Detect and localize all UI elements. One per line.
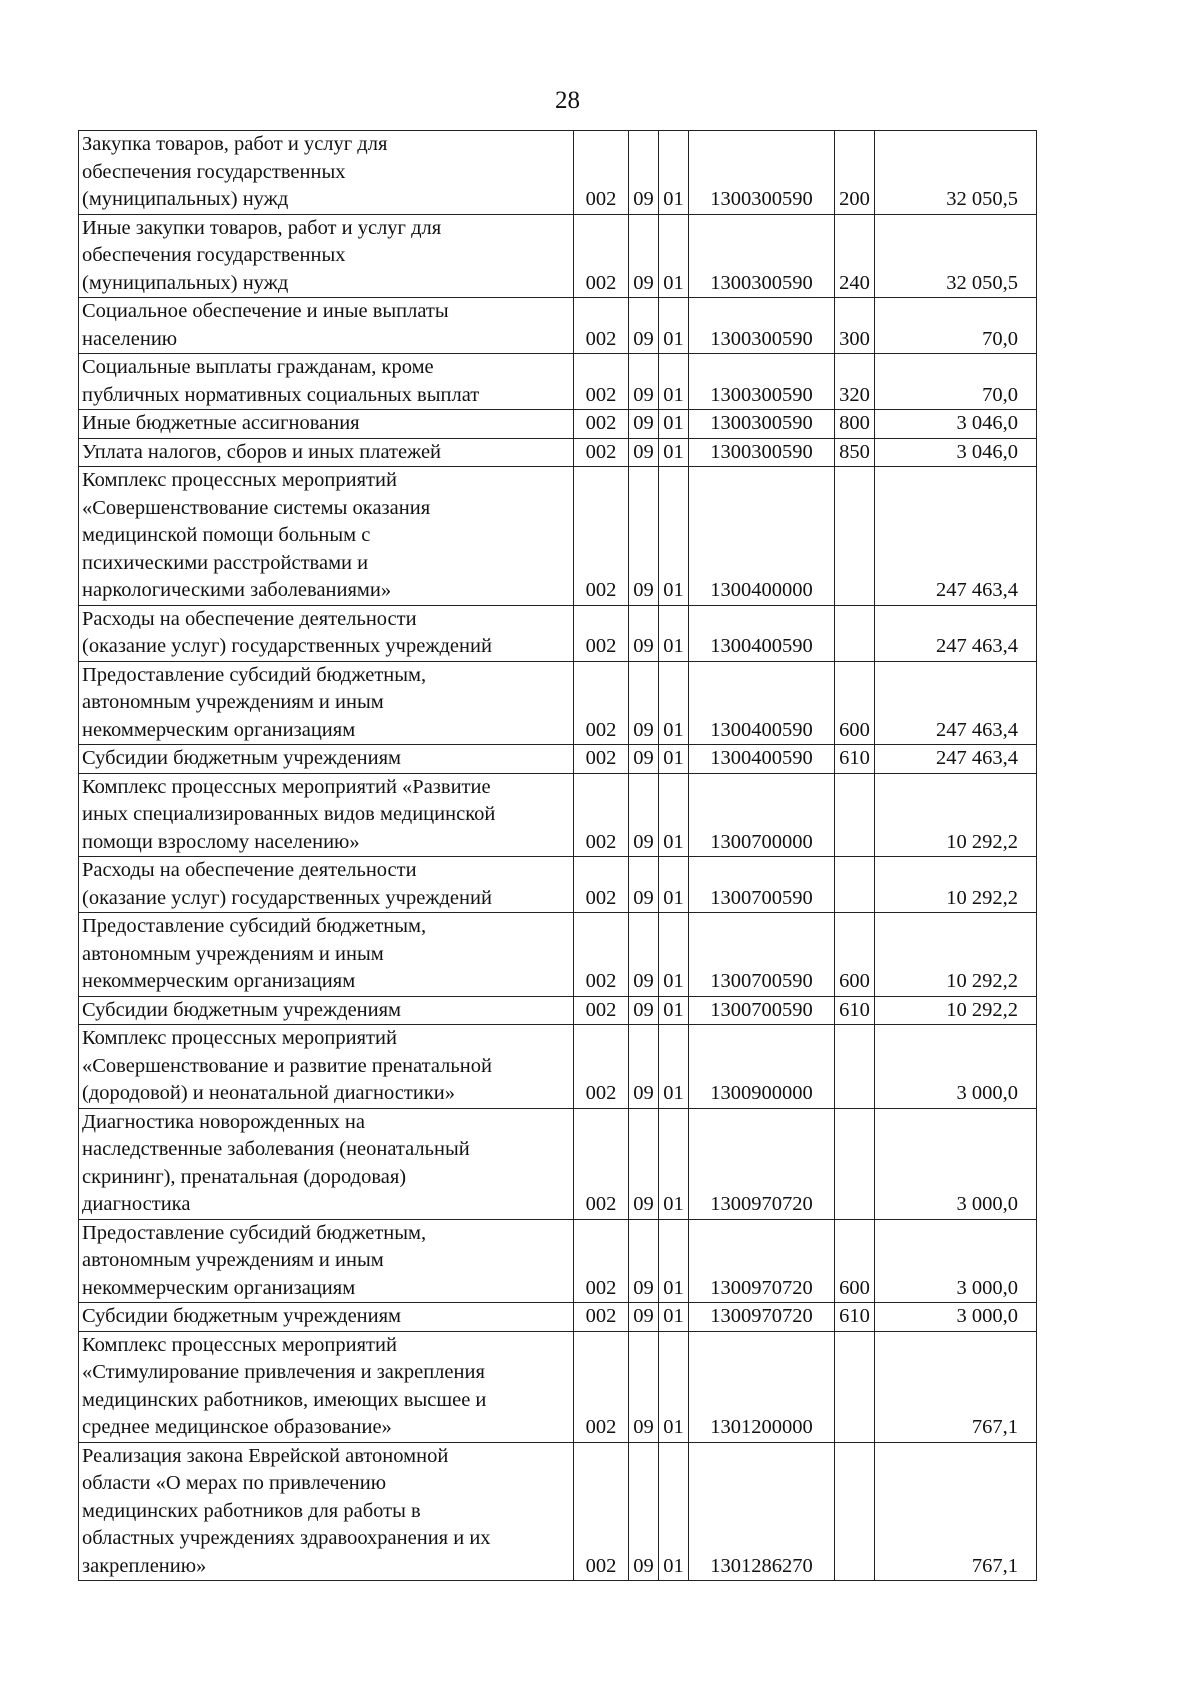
cell-csr: 1300300590 <box>689 214 835 298</box>
cell-ved: 002 <box>574 438 629 467</box>
cell-sum: 70,0 <box>875 354 1037 410</box>
table-row <box>79 467 1037 606</box>
cell-pr: 01 <box>659 131 689 215</box>
cell-ved: 002 <box>574 857 629 913</box>
cell-vr: 600 <box>835 1219 875 1303</box>
cell-name: Расходы на обеспечение деятельности (оказание услуг) государственных учреждений <box>79 605 574 661</box>
cell-vr: 300 <box>835 298 875 354</box>
cell-sum: 247 463,4 <box>875 467 1037 606</box>
cell-pr: 01 <box>659 605 689 661</box>
cell-ved: 002 <box>574 773 629 857</box>
cell-vr <box>835 773 875 857</box>
cell-csr: 1300970720 <box>689 1108 835 1219</box>
table-row <box>79 661 1037 745</box>
table-row <box>79 214 1037 298</box>
cell-ved: 002 <box>574 1442 629 1581</box>
cell-csr: 1300300590 <box>689 438 835 467</box>
cell-csr: 1301200000 <box>689 1331 835 1442</box>
cell-vr <box>835 1331 875 1442</box>
cell-name: Комплекс процессных мероприятий «Стимулирование привлечения и закрепления медицинских работников, имеющих высшее и среднее медицинское образование» <box>79 1331 574 1442</box>
cell-name: Субсидии бюджетным учреждениям <box>79 1303 574 1332</box>
table-row <box>79 996 1037 1025</box>
cell-csr: 1300300590 <box>689 131 835 215</box>
table-row <box>79 1442 1037 1581</box>
cell-sum: 767,1 <box>875 1331 1037 1442</box>
cell-csr: 1300900000 <box>689 1025 835 1109</box>
cell-vr: 600 <box>835 661 875 745</box>
cell-name: Субсидии бюджетным учреждениям <box>79 745 574 774</box>
cell-vr: 850 <box>835 438 875 467</box>
cell-pr: 01 <box>659 298 689 354</box>
cell-pr: 01 <box>659 1025 689 1109</box>
cell-pr: 01 <box>659 661 689 745</box>
cell-csr: 1300400590 <box>689 605 835 661</box>
table-row <box>79 1108 1037 1219</box>
cell-csr: 1301286270 <box>689 1442 835 1581</box>
cell-csr: 1300400000 <box>689 467 835 606</box>
cell-vr <box>835 467 875 606</box>
cell-rz: 09 <box>629 1331 659 1442</box>
cell-sum: 767,1 <box>875 1442 1037 1581</box>
cell-rz: 09 <box>629 1219 659 1303</box>
cell-rz: 09 <box>629 913 659 997</box>
cell-vr: 800 <box>835 410 875 439</box>
table-row <box>79 1331 1037 1442</box>
cell-pr: 01 <box>659 1108 689 1219</box>
table-row <box>79 857 1037 913</box>
cell-pr: 01 <box>659 1219 689 1303</box>
cell-rz: 09 <box>629 354 659 410</box>
cell-ved: 002 <box>574 661 629 745</box>
cell-pr: 01 <box>659 1303 689 1332</box>
cell-sum: 10 292,2 <box>875 857 1037 913</box>
cell-ved: 002 <box>574 996 629 1025</box>
cell-sum: 3 046,0 <box>875 438 1037 467</box>
cell-sum: 32 050,5 <box>875 214 1037 298</box>
cell-csr: 1300300590 <box>689 298 835 354</box>
table-body <box>79 131 1037 1581</box>
cell-ved: 002 <box>574 1303 629 1332</box>
cell-rz: 09 <box>629 773 659 857</box>
cell-rz: 09 <box>629 410 659 439</box>
cell-sum: 3 000,0 <box>875 1108 1037 1219</box>
cell-sum: 247 463,4 <box>875 745 1037 774</box>
cell-pr: 01 <box>659 857 689 913</box>
cell-pr: 01 <box>659 214 689 298</box>
cell-name: Диагностика новорожденных на наследственные заболевания (неонатальный скрининг), пренатальная (дородовая) диагностика <box>79 1108 574 1219</box>
cell-name: Комплекс процессных мероприятий «Совершенствование и развитие пренатальной (дородовой) и неонатальной диагностики» <box>79 1025 574 1109</box>
cell-vr <box>835 1108 875 1219</box>
table-row <box>79 1303 1037 1332</box>
cell-rz: 09 <box>629 1108 659 1219</box>
cell-rz: 09 <box>629 298 659 354</box>
cell-sum: 10 292,2 <box>875 773 1037 857</box>
cell-rz: 09 <box>629 214 659 298</box>
cell-name: Предоставление субсидий бюджетным, автономным учреждениям и иным некоммерческим организациям <box>79 1219 574 1303</box>
cell-ved: 002 <box>574 354 629 410</box>
cell-ved: 002 <box>574 214 629 298</box>
cell-pr: 01 <box>659 354 689 410</box>
cell-csr: 1300300590 <box>689 410 835 439</box>
cell-csr: 1300700000 <box>689 773 835 857</box>
cell-ved: 002 <box>574 410 629 439</box>
cell-pr: 01 <box>659 773 689 857</box>
table-row <box>79 913 1037 997</box>
cell-rz: 09 <box>629 1442 659 1581</box>
cell-ved: 002 <box>574 913 629 997</box>
cell-pr: 01 <box>659 410 689 439</box>
cell-name: Расходы на обеспечение деятельности (оказание услуг) государственных учреждений <box>79 857 574 913</box>
cell-vr <box>835 1025 875 1109</box>
cell-rz: 09 <box>629 745 659 774</box>
cell-name: Предоставление субсидий бюджетным, автономным учреждениям и иным некоммерческим организациям <box>79 913 574 997</box>
cell-vr: 610 <box>835 1303 875 1332</box>
table-row <box>79 605 1037 661</box>
cell-pr: 01 <box>659 996 689 1025</box>
table-row <box>79 773 1037 857</box>
cell-rz: 09 <box>629 1025 659 1109</box>
cell-rz: 09 <box>629 467 659 606</box>
budget-table <box>78 130 1037 1581</box>
cell-ved: 002 <box>574 1331 629 1442</box>
cell-pr: 01 <box>659 1331 689 1442</box>
cell-vr: 610 <box>835 745 875 774</box>
cell-sum: 3 000,0 <box>875 1219 1037 1303</box>
table-row <box>79 1219 1037 1303</box>
cell-vr <box>835 857 875 913</box>
cell-csr: 1300700590 <box>689 996 835 1025</box>
cell-sum: 3 000,0 <box>875 1025 1037 1109</box>
cell-rz: 09 <box>629 1303 659 1332</box>
cell-csr: 1300970720 <box>689 1219 835 1303</box>
cell-ved: 002 <box>574 1108 629 1219</box>
cell-pr: 01 <box>659 1442 689 1581</box>
cell-vr <box>835 1442 875 1581</box>
cell-name: Предоставление субсидий бюджетным, автономным учреждениям и иным некоммерческим организациям <box>79 661 574 745</box>
cell-vr: 200 <box>835 131 875 215</box>
table-row <box>79 745 1037 774</box>
cell-name: Комплекс процессных мероприятий «Развитие иных специализированных видов медицинской помощи взрослому населению» <box>79 773 574 857</box>
cell-name: Социальное обеспечение и иные выплаты населению <box>79 298 574 354</box>
cell-pr: 01 <box>659 745 689 774</box>
cell-pr: 01 <box>659 438 689 467</box>
cell-sum: 10 292,2 <box>875 913 1037 997</box>
cell-name: Уплата налогов, сборов и иных платежей <box>79 438 574 467</box>
cell-vr: 320 <box>835 354 875 410</box>
cell-name: Социальные выплаты гражданам, кроме публичных нормативных социальных выплат <box>79 354 574 410</box>
cell-sum: 247 463,4 <box>875 661 1037 745</box>
cell-name: Субсидии бюджетным учреждениям <box>79 996 574 1025</box>
cell-vr <box>835 605 875 661</box>
cell-csr: 1300400590 <box>689 745 835 774</box>
cell-sum: 70,0 <box>875 298 1037 354</box>
cell-csr: 1300300590 <box>689 354 835 410</box>
cell-vr: 240 <box>835 214 875 298</box>
table-row <box>79 410 1037 439</box>
cell-csr: 1300400590 <box>689 661 835 745</box>
cell-pr: 01 <box>659 467 689 606</box>
cell-rz: 09 <box>629 438 659 467</box>
cell-rz: 09 <box>629 857 659 913</box>
cell-name: Иные бюджетные ассигнования <box>79 410 574 439</box>
table-row <box>79 298 1037 354</box>
cell-name: Закупка товаров, работ и услуг для обеспечения государственных (муниципальных) нужд <box>79 131 574 215</box>
cell-ved: 002 <box>574 1025 629 1109</box>
table-row <box>79 131 1037 215</box>
cell-name: Комплекс процессных мероприятий «Совершенствование системы оказания медицинской помощи больным с психическими расстройствами и наркологическими заболеваниями» <box>79 467 574 606</box>
cell-ved: 002 <box>574 467 629 606</box>
cell-rz: 09 <box>629 996 659 1025</box>
cell-name: Реализация закона Еврейской автономной области «О мерах по привлечению медицинских работников для работы в областных учреждениях здравоохранения и их закреплению» <box>79 1442 574 1581</box>
page-number: 28 <box>555 87 580 114</box>
table-row <box>79 438 1037 467</box>
cell-name: Иные закупки товаров, работ и услуг для обеспечения государственных (муниципальных) нужд <box>79 214 574 298</box>
cell-ved: 002 <box>574 605 629 661</box>
cell-rz: 09 <box>629 661 659 745</box>
cell-pr: 01 <box>659 913 689 997</box>
cell-vr: 600 <box>835 913 875 997</box>
cell-sum: 32 050,5 <box>875 131 1037 215</box>
cell-ved: 002 <box>574 1219 629 1303</box>
cell-csr: 1300700590 <box>689 857 835 913</box>
cell-csr: 1300700590 <box>689 913 835 997</box>
cell-ved: 002 <box>574 131 629 215</box>
cell-sum: 3 046,0 <box>875 410 1037 439</box>
table-row <box>79 1025 1037 1109</box>
cell-sum: 247 463,4 <box>875 605 1037 661</box>
cell-ved: 002 <box>574 298 629 354</box>
cell-vr: 610 <box>835 996 875 1025</box>
cell-rz: 09 <box>629 131 659 215</box>
cell-csr: 1300970720 <box>689 1303 835 1332</box>
cell-ved: 002 <box>574 745 629 774</box>
cell-rz: 09 <box>629 605 659 661</box>
cell-sum: 10 292,2 <box>875 996 1037 1025</box>
table-row <box>79 354 1037 410</box>
cell-sum: 3 000,0 <box>875 1303 1037 1332</box>
